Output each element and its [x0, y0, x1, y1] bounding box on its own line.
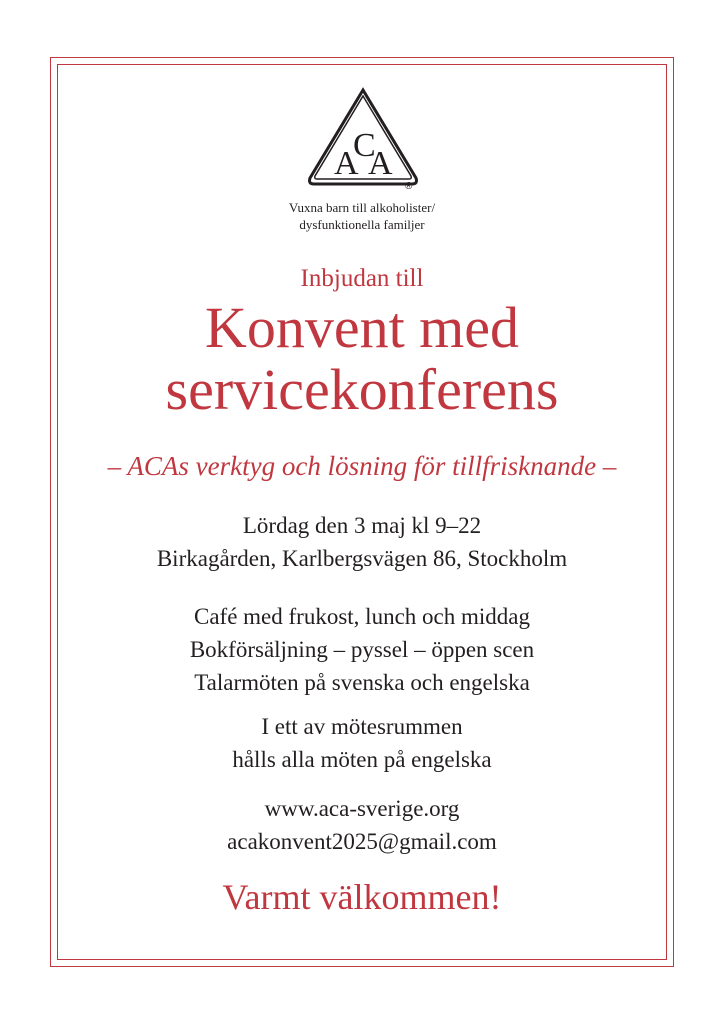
- english-note: [0, 710, 724, 776]
- event-location: Birkagården, Karlbergsvägen 86, Stockholm: [156, 546, 568, 571]
- email-link[interactable]: acakonvent2025@gmail.com: [227, 829, 497, 854]
- english-note-line-1: I ett av mötesrummen: [261, 714, 463, 739]
- english-note-line-2: hålls alla möten på engelska: [232, 747, 492, 772]
- event-date: Lördag den 3 maj kl 9–22: [242, 513, 482, 538]
- tagline: [0, 199, 724, 233]
- welcome-message: Varmt välkommen!: [222, 877, 502, 917]
- offerings: [0, 600, 724, 699]
- logo-letter-a2: A: [368, 145, 393, 182]
- contact: [0, 792, 724, 858]
- offering-item: Talarmöten på svenska och engelska: [194, 670, 530, 695]
- logo-letter-c: C: [353, 127, 376, 164]
- offering-item: Café med frukost, lunch och middag: [194, 604, 530, 629]
- title-line-2: servicekonferens: [165, 357, 559, 422]
- aca-logo: [304, 86, 422, 190]
- event-details: [0, 509, 724, 575]
- title-line-1: Konvent med: [204, 295, 520, 360]
- logo-letter-a1: A: [334, 145, 359, 182]
- page-title: [0, 297, 724, 421]
- tagline-line-1: Vuxna barn till alkoholister/: [288, 200, 436, 215]
- website-link[interactable]: www.aca-sverige.org: [264, 796, 460, 821]
- registered-mark: ®: [405, 181, 413, 190]
- offering-item: Bokförsäljning – pyssel – öppen scen: [189, 637, 535, 662]
- intro-heading: Inbjudan till: [300, 265, 424, 292]
- tagline-line-2: dysfunktionella familjer: [299, 217, 425, 232]
- subtitle: – ACAs verktyg och lösning för tillfrisknande –: [107, 451, 617, 481]
